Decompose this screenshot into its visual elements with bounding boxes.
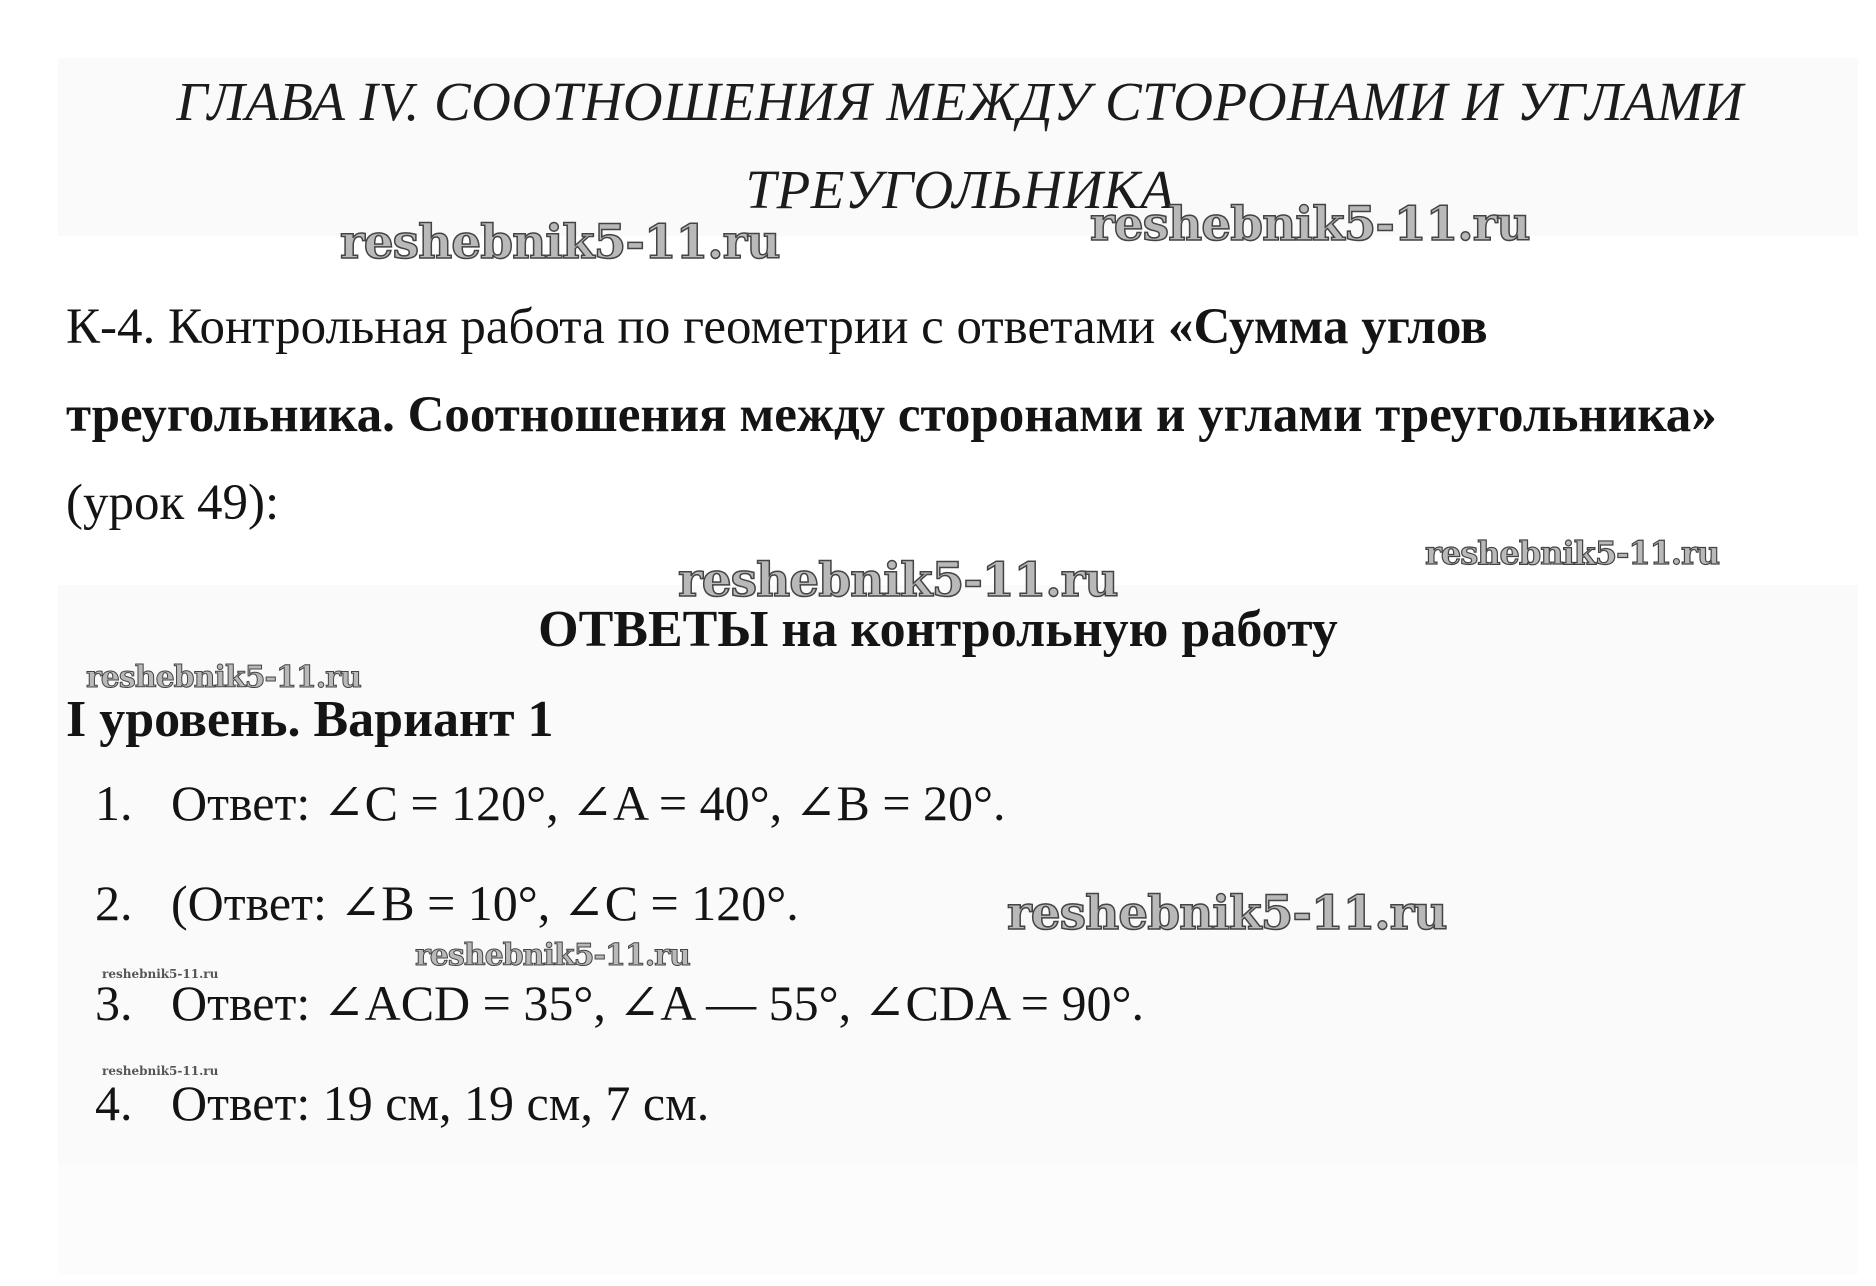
level-variant-heading: I уровень. Вариант 1 — [66, 691, 554, 748]
answer-item — [95, 1068, 1144, 1168]
scan-background-bottom — [58, 1165, 1858, 1275]
watermark: reshebnik5-11.ru — [102, 1064, 219, 1078]
watermark: reshebnik5-11.ru — [1090, 197, 1530, 252]
answer-number: 2. — [95, 875, 133, 931]
watermark: reshebnik5-11.ru — [86, 660, 361, 695]
watermark: reshebnik5-11.ru — [102, 967, 219, 981]
test-description-prefix: К-4. Контрольная работа по геометрии с ответами — [66, 299, 1168, 355]
watermark: reshebnik5-11.ru — [1425, 534, 1720, 572]
answer-item — [95, 968, 1144, 1068]
chapter-title — [90, 58, 1830, 234]
test-description — [66, 283, 1806, 547]
answer-text: Ответ: ∠C = 120°, ∠A = 40°, ∠B = 20°. — [171, 775, 1006, 831]
watermark: reshebnik5-11.ru — [340, 215, 780, 270]
test-topic: «Сумма углов треугольника. Соотношения между сторонами и углами треугольника» — [66, 299, 1717, 443]
answer-text: (Ответ: ∠B = 10°, ∠C = 120°. — [171, 875, 799, 931]
answer-text: Ответ: 19 см, 19 см, 7 см. — [171, 1075, 710, 1131]
answers-heading: ОТВЕТЫ на контрольную работу — [538, 601, 1338, 658]
watermark: reshebnik5-11.ru — [415, 938, 690, 973]
answer-text: Ответ: ∠ACD = 35°, ∠A — 55°, ∠CDA = 90°. — [171, 975, 1144, 1031]
chapter-title-line-1: ГЛАВА IV. СООТНОШЕНИЯ МЕЖДУ СТОРОНАМИ И УГЛАМИ — [176, 71, 1744, 132]
watermark: reshebnik5-11.ru — [678, 553, 1118, 608]
answer-item — [95, 768, 1144, 868]
watermark: reshebnik5-11.ru — [1007, 886, 1447, 941]
answer-number: 1. — [95, 775, 133, 831]
chapter-title-line-2: ТРЕУГОЛЬНИКА — [745, 159, 1175, 220]
test-description-suffix: (урок 49): — [66, 475, 280, 531]
answer-number: 4. — [95, 1075, 133, 1131]
answer-number: 3. — [95, 975, 133, 1031]
